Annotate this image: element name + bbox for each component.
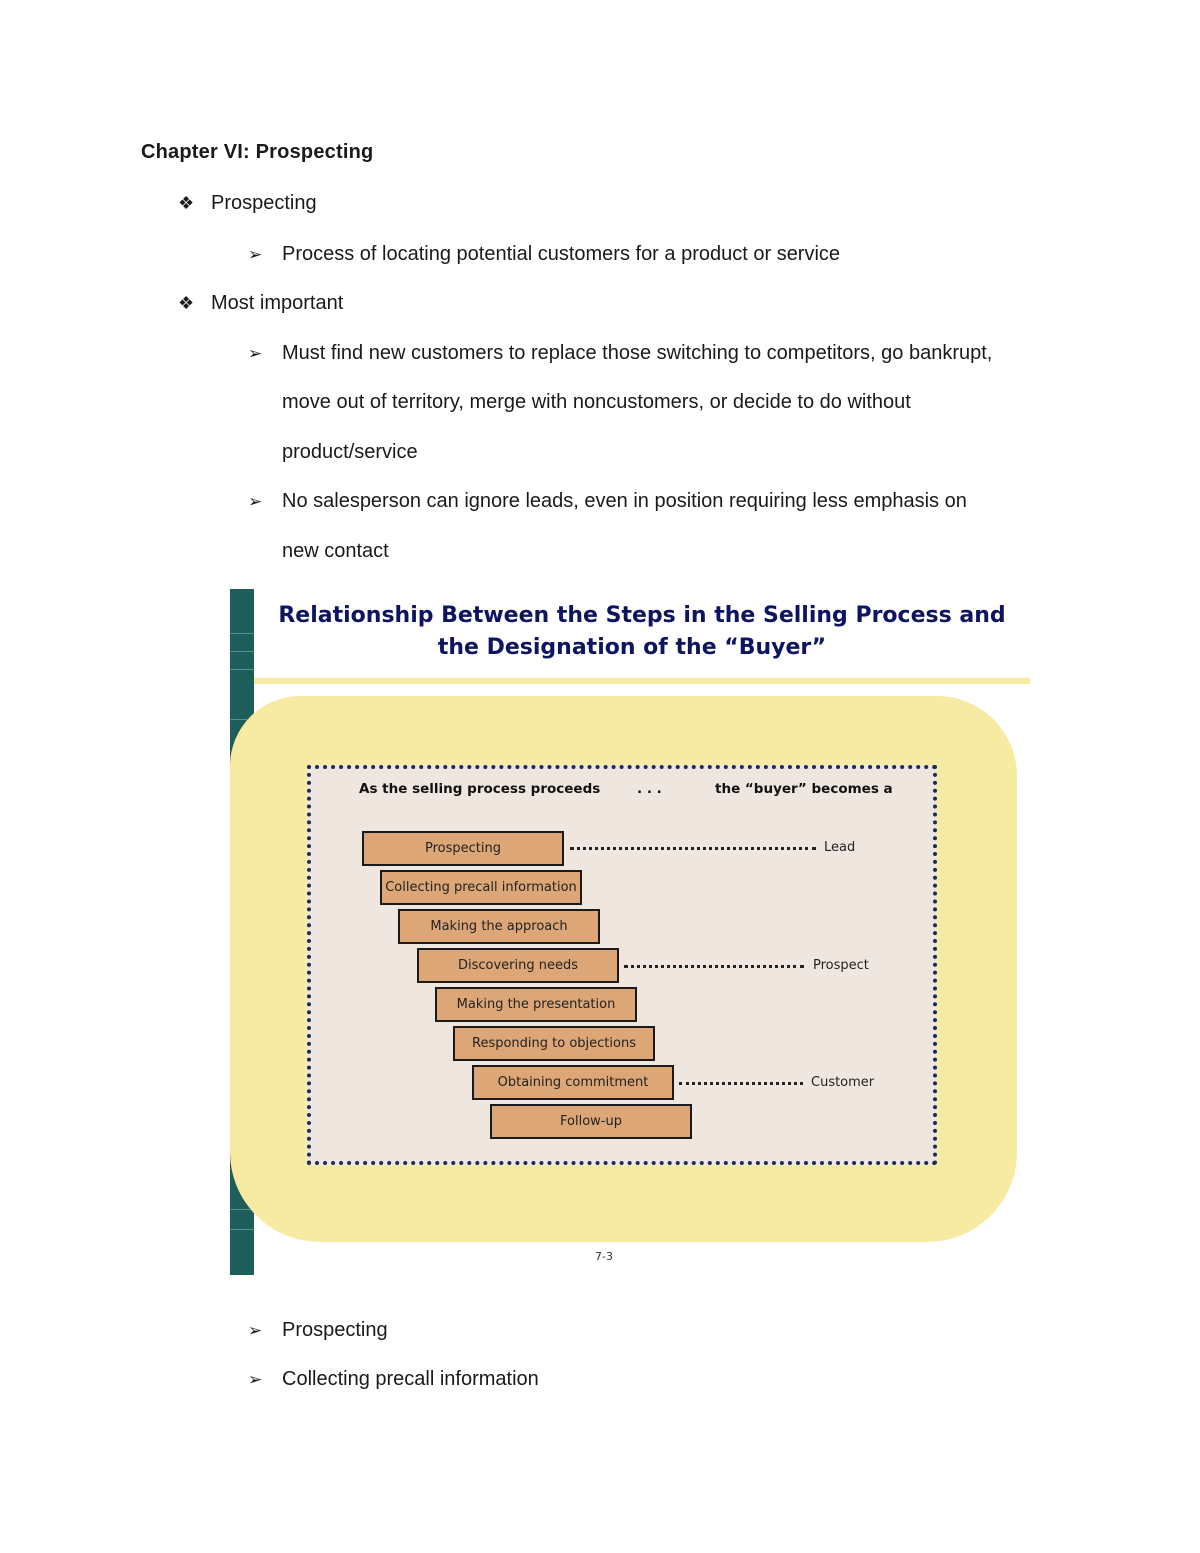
list-item-continuation: new contact (282, 540, 389, 562)
leader-dots-prospect (624, 965, 804, 968)
designation-customer: Customer (811, 1075, 875, 1090)
slide-number: 7-3 (595, 1250, 613, 1263)
diagram-header-right: the “buyer” becomes a (715, 781, 893, 797)
arrow-bullet-icon: ➢ (248, 245, 263, 264)
designation-prospect: Prospect (813, 958, 869, 973)
diagram-header-left: As the selling process proceeds (359, 781, 601, 797)
step-making-the-approach: Making the approach (398, 909, 600, 944)
slide-title: Relationship Between the Steps in the Selling Process and the Designation of the “Buyer” (278, 603, 1006, 660)
step-responding-to-objections: Responding to objections (453, 1026, 655, 1061)
arrow-bullet-icon: ➢ (248, 492, 263, 511)
arrow-bullet-icon: ➢ (248, 344, 263, 363)
arrow-bullet-icon: ➢ (248, 1370, 263, 1389)
list-item-continuation: product/service (282, 441, 418, 463)
leader-dots-lead (570, 847, 816, 850)
diamond-bullet-icon: ❖ (178, 193, 195, 213)
list-item: ➢ Collecting precall information (248, 1368, 539, 1390)
step-collecting-precall-information: Collecting precall information (380, 870, 582, 905)
step-discovering-needs: Discovering needs (417, 948, 619, 983)
slide-figure (230, 589, 1030, 1275)
step-making-the-presentation: Making the presentation (435, 987, 637, 1022)
selling-process-diagram (307, 765, 937, 1165)
step-follow-up: Follow-up (490, 1104, 692, 1139)
diagram-header-ellipsis: . . . (637, 781, 662, 797)
list-item: ➢ No salesperson can ignore leads, even in position requiring less emphasis on (248, 490, 967, 512)
step-obtaining-commitment: Obtaining commitment (472, 1065, 674, 1100)
page-title: Chapter VI: Prospecting (141, 141, 374, 163)
step-prospecting: Prospecting (362, 831, 564, 866)
diamond-bullet-icon: ❖ (178, 293, 195, 313)
list-item: ❖ Most important (178, 292, 344, 314)
list-item: ➢ Prospecting (248, 1319, 388, 1341)
list-item-continuation: move out of territory, merge with noncustomers, or decide to do without (282, 391, 911, 413)
list-item: ➢ Process of locating potential customers for a product or service (248, 243, 841, 265)
slide-divider (254, 678, 1030, 684)
list-item: ❖ Prospecting (178, 192, 317, 214)
list-item: ➢ Must find new customers to replace those switching to competitors, go bankrupt, (248, 342, 993, 364)
leader-dots-customer (679, 1082, 803, 1085)
designation-lead: Lead (824, 840, 856, 855)
arrow-bullet-icon: ➢ (248, 1321, 263, 1340)
